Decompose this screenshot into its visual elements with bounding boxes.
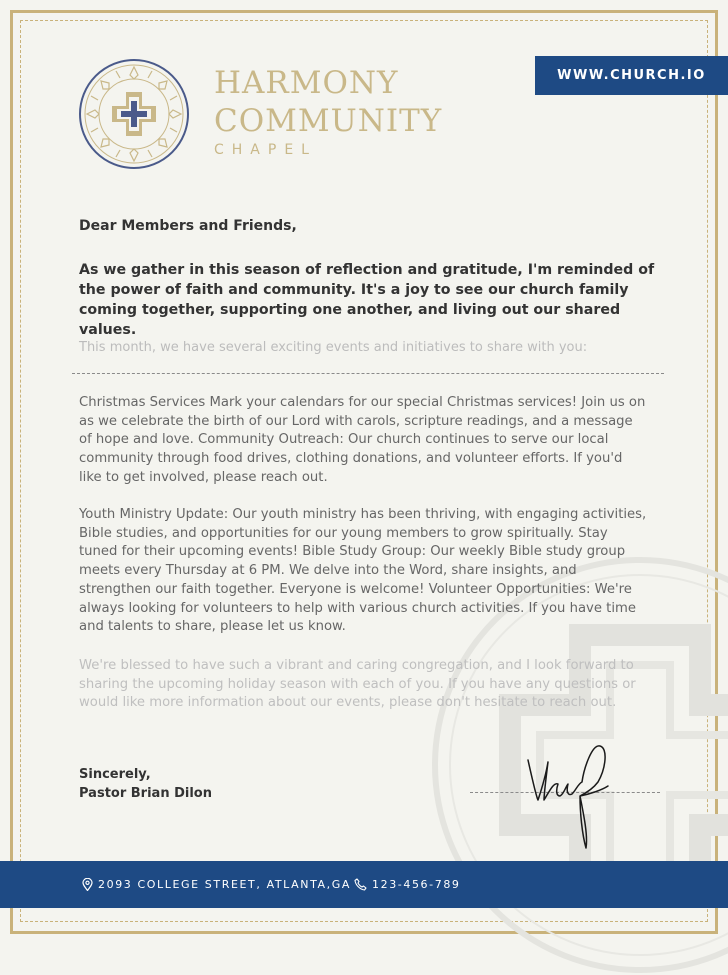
location-pin-icon [82, 878, 93, 891]
letter-signoff: Sincerely, [79, 767, 151, 782]
phone-icon [354, 878, 367, 891]
brand-name [214, 64, 442, 158]
letter-signoff-block [79, 765, 212, 803]
letter-paragraph-2: Youth Ministry Update: Our youth ministry has been thriving, with engaging activities, Bible studies, and opportunities for our young members to grow spiritually. Stay tuned for their upcoming events! Bible Study Group: Our weekly Bible study group meets every Thursday at 6 PM. We delve into the Word, share insights, and strengthen our faith together. Everyone is welcome! Volunteer Opportunities: We're always looking for volunteers to help with various church activities. If you have time and talents to share, please let us know. [79, 507, 647, 635]
letter-closing: We're blessed to have such a vibrant and caring congregation, and I look forward to sharing the upcoming holiday season with each of you. If you have any questions or would like more information about our events, please don't hesitate to reach out. [79, 658, 636, 711]
footer-address [82, 861, 351, 908]
brand-name-line2: COMMUNITY [214, 103, 443, 139]
footer-bar [0, 861, 728, 908]
letter-signer: Pastor Brian Dilon [79, 786, 212, 801]
section-divider [72, 373, 664, 374]
brand-name-line1: HARMONY [214, 65, 399, 101]
letter-greeting: Dear Members and Friends, [79, 218, 297, 234]
brand-name-line3: CHAPEL [214, 142, 317, 158]
letter-intro: As we gather in this season of reflection and gratitude, I'm reminded of the power of faith and community. It's a joy to see our church family coming together, supporting one another, and living out our shared values. [79, 262, 655, 338]
footer-address-text: 2093 COLLEGE STREET, ATLANTA,GA [98, 878, 352, 891]
letter-lead: This month, we have several exciting events and initiatives to share with you: [79, 340, 588, 355]
footer-phone-text[interactable]: 123-456-789 [372, 878, 461, 891]
website-link[interactable]: WWW.CHURCH.IO [535, 56, 728, 95]
letter-paragraph-1: Christmas Services Mark your calendars for our special Christmas services! Join us on as we celebrate the birth of our Lord with carols, scripture readings, and a message of hope and love. Community Outreach: Our church continues to serve our local community through food drives, clothing donations, and volunteer efforts. If you'd like to get involved, please reach out. [79, 395, 646, 485]
church-logo-icon [78, 58, 190, 170]
footer-phone [354, 861, 461, 908]
handwritten-signature [522, 738, 622, 850]
